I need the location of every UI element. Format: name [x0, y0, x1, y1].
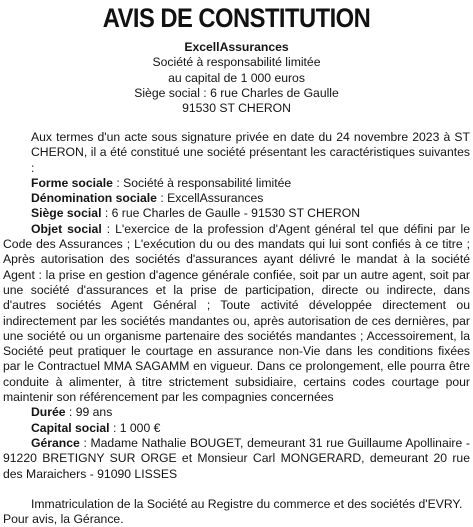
field-objet — [3, 222, 470, 406]
field-gerance-value: : Madame Nathalie BOUGET, demeurant 31 rue Guillaume Apollinaire - 91220 BRETIGNY SUR ORGE et Monsieur Carl MONGERARD, demeurant 20 rue des Maraichers - 91090 LISSES — [3, 435, 470, 481]
closing-line: Pour avis, la Gérance. — [3, 512, 124, 527]
intro-paragraph: Aux termes d'un acte sous signature privée en date du 24 novembre 2023 à ST CHERON, il a été constitué une société présentant les caractéristiques suivantes : — [31, 130, 470, 175]
immatriculation-paragraph: Immatriculation de la Société au Registre du commerce et des sociétés d'EVRY. — [31, 496, 463, 511]
field-objet-label: Objet social — [31, 221, 102, 236]
field-siege-value: : 6 rue Charles de Gaulle - 91530 ST CHERON — [101, 206, 360, 221]
field-objet-value: : L'exercice de la profession d'Agent général tel que défini par le Code des Assurances ; L'exécution du ou des mandats qui lui sont confiés à ce titre ; Après autorisation des sociétés d'assurances ayant délivré le mandat à la société Agent : la prise en gestion d'agence générale confiée, soit par un autre agent, soit par une société d'assurances et la prise de participation, directe ou indirecte, dans d'autres sociétés Agent Général ; Toute activité développée directement ou indirectement par les sociétés mandantes ou, après autorisation de ces dernières, par une société ou un organisme partenaire des sociétés mandantes ; Accessoirement, la Société peut pratiquer le courtage en assurance non-Vie dans les conditions fixées par le Contractuel MMA SAGAMM en vigueur. Dans ce prolongement, elle pourra être conduite à alimenter, à titre strictement subsidiaire, certains codes courtage pour maintenir son référencement par les compagnies concernées — [3, 221, 470, 405]
field-denomination — [3, 191, 470, 206]
notice-title: AVIS DE CONSTITUTION — [102, 3, 371, 33]
field-duree-value: : 99 ans — [65, 405, 113, 420]
field-forme — [3, 176, 470, 191]
field-forme-value: : Société à responsabilité limitée — [112, 175, 292, 190]
field-siege-label: Siège social — [31, 206, 102, 221]
field-capital-label: Capital social — [31, 420, 110, 435]
company-city: 91530 ST CHERON — [182, 101, 291, 116]
notice-body — [3, 130, 470, 527]
company-name: ExcellAssurances — [184, 40, 289, 54]
field-denomination-value: : ExcellAssurances — [156, 191, 264, 206]
company-header — [0, 40, 473, 116]
company-address: Siège social : 6 rue Charles de Gaulle — [134, 85, 339, 100]
company-capital: au capital de 1 000 euros — [168, 70, 305, 85]
field-gerance — [3, 436, 470, 482]
field-forme-label: Forme sociale — [31, 175, 113, 190]
field-gerance-label: Gérance — [31, 435, 80, 450]
field-denomination-label: Dénomination sociale — [31, 191, 157, 206]
company-legal-form: Société à responsabilité limitée — [152, 55, 321, 70]
field-siege — [3, 206, 470, 221]
field-capital-value: : 1 000 € — [109, 420, 161, 435]
field-capital — [3, 421, 470, 436]
field-duree — [3, 405, 470, 420]
field-duree-label: Durée — [31, 405, 66, 420]
